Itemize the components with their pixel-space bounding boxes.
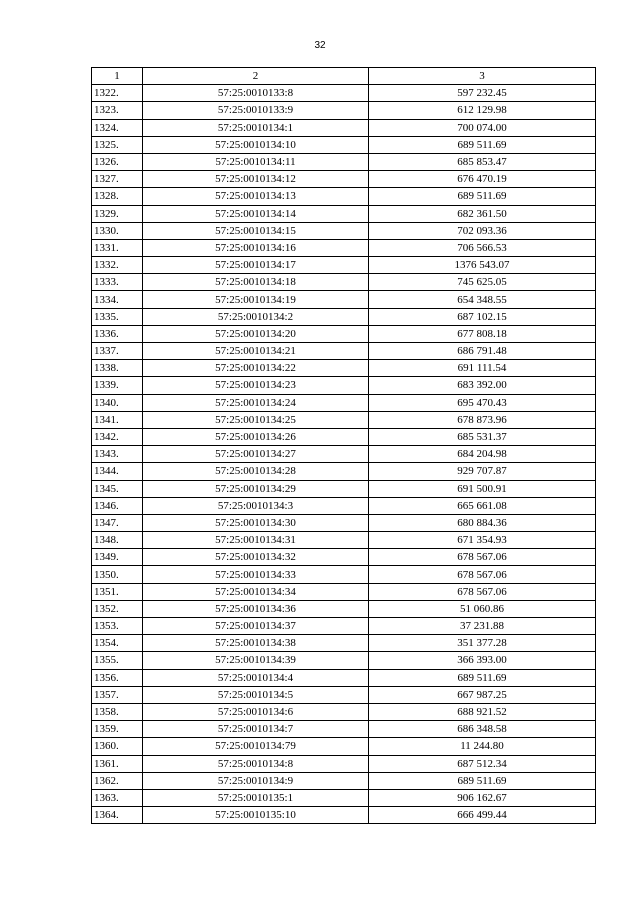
- table-row: [92, 446, 596, 463]
- row-number-cell: 1347.: [92, 514, 143, 531]
- cadastral-value-cell: 665 661.08: [369, 497, 596, 514]
- row-number-cell: 1345.: [92, 480, 143, 497]
- row-number-cell: 1330.: [92, 222, 143, 239]
- table-row: [92, 102, 596, 119]
- table-row: [92, 394, 596, 411]
- cadastral-number-cell: 57:25:0010134:11: [143, 153, 369, 170]
- cadastral-number-cell: 57:25:0010134:33: [143, 566, 369, 583]
- table-row: [92, 343, 596, 360]
- cadastral-number-cell: 57:25:0010133:8: [143, 85, 369, 102]
- cadastral-value-cell: 685 853.47: [369, 153, 596, 170]
- cadastral-value-cell: 691 500.91: [369, 480, 596, 497]
- cadastral-value-cell: 676 470.19: [369, 171, 596, 188]
- cadastral-value-cell: 678 567.06: [369, 549, 596, 566]
- table-row: [92, 721, 596, 738]
- table-row: [92, 652, 596, 669]
- row-number-cell: 1340.: [92, 394, 143, 411]
- table-row: [92, 377, 596, 394]
- cadastral-value-cell: 689 511.69: [369, 136, 596, 153]
- cadastral-number-cell: 57:25:0010134:30: [143, 514, 369, 531]
- row-number-cell: 1333.: [92, 274, 143, 291]
- row-number-cell: 1339.: [92, 377, 143, 394]
- row-number-cell: 1322.: [92, 85, 143, 102]
- cadastral-value-cell: 351 377.28: [369, 635, 596, 652]
- table-row: [92, 514, 596, 531]
- cadastral-number-cell: 57:25:0010134:14: [143, 205, 369, 222]
- cadastral-value-cell: 680 884.36: [369, 514, 596, 531]
- table-row: [92, 635, 596, 652]
- row-number-cell: 1353.: [92, 618, 143, 635]
- table-row: [92, 703, 596, 720]
- table-row: [92, 205, 596, 222]
- row-number-cell: 1349.: [92, 549, 143, 566]
- cadastral-value-cell: 37 231.88: [369, 618, 596, 635]
- row-number-cell: 1336.: [92, 325, 143, 342]
- row-number-cell: 1359.: [92, 721, 143, 738]
- table-row: [92, 583, 596, 600]
- row-number-cell: 1352.: [92, 600, 143, 617]
- cadastral-value-cell: 678 567.06: [369, 583, 596, 600]
- cadastral-number-cell: 57:25:0010134:9: [143, 772, 369, 789]
- cadastral-value-cell: 687 512.34: [369, 755, 596, 772]
- cadastral-number-cell: 57:25:0010134:3: [143, 497, 369, 514]
- row-number-cell: 1324.: [92, 119, 143, 136]
- cadastral-number-cell: 57:25:0010134:24: [143, 394, 369, 411]
- table-row: [92, 325, 596, 342]
- table-row: [92, 600, 596, 617]
- table-row: [92, 686, 596, 703]
- row-number-cell: 1323.: [92, 102, 143, 119]
- row-number-cell: 1334.: [92, 291, 143, 308]
- cadastral-number-cell: 57:25:0010134:7: [143, 721, 369, 738]
- table-row: [92, 497, 596, 514]
- cadastral-value-table: [91, 67, 596, 824]
- row-number-cell: 1354.: [92, 635, 143, 652]
- cadastral-number-cell: 57:25:0010134:22: [143, 360, 369, 377]
- row-number-cell: 1344.: [92, 463, 143, 480]
- table-row: [92, 291, 596, 308]
- table-row: [92, 257, 596, 274]
- row-number-cell: 1341.: [92, 411, 143, 428]
- cadastral-number-cell: 57:25:0010134:1: [143, 119, 369, 136]
- cadastral-value-cell: 706 566.53: [369, 239, 596, 256]
- column-header-number: 1: [92, 68, 143, 85]
- cadastral-value-cell: 929 707.87: [369, 463, 596, 480]
- cadastral-number-cell: 57:25:0010133:9: [143, 102, 369, 119]
- row-number-cell: 1355.: [92, 652, 143, 669]
- cadastral-value-cell: 11 244.80: [369, 738, 596, 755]
- cadastral-value-cell: 685 531.37: [369, 428, 596, 445]
- row-number-cell: 1348.: [92, 532, 143, 549]
- cadastral-value-cell: 671 354.93: [369, 532, 596, 549]
- cadastral-value-cell: 678 567.06: [369, 566, 596, 583]
- table-row: [92, 738, 596, 755]
- cadastral-number-cell: 57:25:0010134:18: [143, 274, 369, 291]
- cadastral-number-cell: 57:25:0010134:21: [143, 343, 369, 360]
- table-row: [92, 755, 596, 772]
- cadastral-value-cell: 688 921.52: [369, 703, 596, 720]
- table-row: [92, 153, 596, 170]
- cadastral-number-cell: 57:25:0010134:36: [143, 600, 369, 617]
- cadastral-number-cell: 57:25:0010134:17: [143, 257, 369, 274]
- cadastral-number-cell: 57:25:0010134:19: [143, 291, 369, 308]
- cadastral-value-cell: 597 232.45: [369, 85, 596, 102]
- cadastral-number-cell: 57:25:0010134:8: [143, 755, 369, 772]
- cadastral-number-cell: 57:25:0010134:10: [143, 136, 369, 153]
- table-row: [92, 308, 596, 325]
- row-number-cell: 1356.: [92, 669, 143, 686]
- table-row: [92, 171, 596, 188]
- cadastral-value-cell: 683 392.00: [369, 377, 596, 394]
- table-row: [92, 188, 596, 205]
- cadastral-value-cell: 677 808.18: [369, 325, 596, 342]
- cadastral-number-cell: 57:25:0010134:12: [143, 171, 369, 188]
- cadastral-value-cell: 366 393.00: [369, 652, 596, 669]
- row-number-cell: 1351.: [92, 583, 143, 600]
- row-number-cell: 1335.: [92, 308, 143, 325]
- cadastral-value-cell: 700 074.00: [369, 119, 596, 136]
- cadastral-value-cell: 689 511.69: [369, 772, 596, 789]
- row-number-cell: 1342.: [92, 428, 143, 445]
- table-row: [92, 618, 596, 635]
- cadastral-number-cell: 57:25:0010134:39: [143, 652, 369, 669]
- cadastral-number-cell: 57:25:0010134:6: [143, 703, 369, 720]
- cadastral-number-cell: 57:25:0010134:37: [143, 618, 369, 635]
- table-row: [92, 549, 596, 566]
- cadastral-number-cell: 57:25:0010134:31: [143, 532, 369, 549]
- table-row: [92, 274, 596, 291]
- cadastral-value-cell: 667 987.25: [369, 686, 596, 703]
- row-number-cell: 1327.: [92, 171, 143, 188]
- table-row: [92, 669, 596, 686]
- row-number-cell: 1328.: [92, 188, 143, 205]
- table-row: [92, 789, 596, 806]
- cadastral-number-cell: 57:25:0010134:27: [143, 446, 369, 463]
- table-body: [92, 85, 596, 824]
- row-number-cell: 1331.: [92, 239, 143, 256]
- row-number-cell: 1337.: [92, 343, 143, 360]
- cadastral-number-cell: 57:25:0010134:29: [143, 480, 369, 497]
- table-row: [92, 480, 596, 497]
- cadastral-value-cell: 686 791.48: [369, 343, 596, 360]
- cadastral-number-cell: 57:25:0010135:10: [143, 807, 369, 824]
- cadastral-number-cell: 57:25:0010134:5: [143, 686, 369, 703]
- cadastral-value-cell: 612 129.98: [369, 102, 596, 119]
- cadastral-number-cell: 57:25:0010134:15: [143, 222, 369, 239]
- cadastral-number-cell: 57:25:0010134:25: [143, 411, 369, 428]
- cadastral-value-cell: 691 111.54: [369, 360, 596, 377]
- row-number-cell: 1350.: [92, 566, 143, 583]
- row-number-cell: 1360.: [92, 738, 143, 755]
- cadastral-value-cell: 684 204.98: [369, 446, 596, 463]
- cadastral-value-cell: 682 361.50: [369, 205, 596, 222]
- cadastral-value-cell: 689 511.69: [369, 188, 596, 205]
- cadastral-number-cell: 57:25:0010134:13: [143, 188, 369, 205]
- table-row: [92, 463, 596, 480]
- table-row: [92, 428, 596, 445]
- row-number-cell: 1358.: [92, 703, 143, 720]
- cadastral-number-cell: 57:25:0010134:32: [143, 549, 369, 566]
- cadastral-number-cell: 57:25:0010134:38: [143, 635, 369, 652]
- cadastral-value-cell: 689 511.69: [369, 669, 596, 686]
- row-number-cell: 1362.: [92, 772, 143, 789]
- row-number-cell: 1325.: [92, 136, 143, 153]
- cadastral-value-cell: 906 162.67: [369, 789, 596, 806]
- table-row: [92, 360, 596, 377]
- table-row: [92, 85, 596, 102]
- table-row: [92, 807, 596, 824]
- cadastral-number-cell: 57:25:0010134:26: [143, 428, 369, 445]
- cadastral-number-cell: 57:25:0010134:23: [143, 377, 369, 394]
- column-header-cadastral-value: 3: [369, 68, 596, 85]
- cadastral-number-cell: 57:25:0010134:28: [143, 463, 369, 480]
- table-header-row: [92, 68, 596, 85]
- table-row: [92, 411, 596, 428]
- table-row: [92, 136, 596, 153]
- table-row: [92, 566, 596, 583]
- row-number-cell: 1361.: [92, 755, 143, 772]
- cadastral-value-cell: 745 625.05: [369, 274, 596, 291]
- cadastral-number-cell: 57:25:0010134:16: [143, 239, 369, 256]
- cadastral-value-cell: 695 470.43: [369, 394, 596, 411]
- cadastral-value-cell: 702 093.36: [369, 222, 596, 239]
- row-number-cell: 1357.: [92, 686, 143, 703]
- table-row: [92, 239, 596, 256]
- row-number-cell: 1329.: [92, 205, 143, 222]
- cadastral-number-cell: 57:25:0010134:4: [143, 669, 369, 686]
- cadastral-number-cell: 57:25:0010134:2: [143, 308, 369, 325]
- row-number-cell: 1363.: [92, 789, 143, 806]
- cadastral-number-cell: 57:25:0010135:1: [143, 789, 369, 806]
- row-number-cell: 1364.: [92, 807, 143, 824]
- cadastral-value-cell: 678 873.96: [369, 411, 596, 428]
- page-number: 32: [314, 40, 326, 51]
- table-row: [92, 119, 596, 136]
- cadastral-value-cell: 666 499.44: [369, 807, 596, 824]
- row-number-cell: 1346.: [92, 497, 143, 514]
- cadastral-value-cell: 51 060.86: [369, 600, 596, 617]
- cadastral-value-cell: 686 348.58: [369, 721, 596, 738]
- cadastral-number-cell: 57:25:0010134:34: [143, 583, 369, 600]
- cadastral-number-cell: 57:25:0010134:79: [143, 738, 369, 755]
- table-row: [92, 222, 596, 239]
- cadastral-number-cell: 57:25:0010134:20: [143, 325, 369, 342]
- table-row: [92, 772, 596, 789]
- cadastral-value-cell: 654 348.55: [369, 291, 596, 308]
- table-row: [92, 532, 596, 549]
- cadastral-value-cell: 687 102.15: [369, 308, 596, 325]
- row-number-cell: 1338.: [92, 360, 143, 377]
- column-header-cadastral-number: 2: [143, 68, 369, 85]
- cadastral-value-cell: 1376 543.07: [369, 257, 596, 274]
- row-number-cell: 1343.: [92, 446, 143, 463]
- row-number-cell: 1332.: [92, 257, 143, 274]
- row-number-cell: 1326.: [92, 153, 143, 170]
